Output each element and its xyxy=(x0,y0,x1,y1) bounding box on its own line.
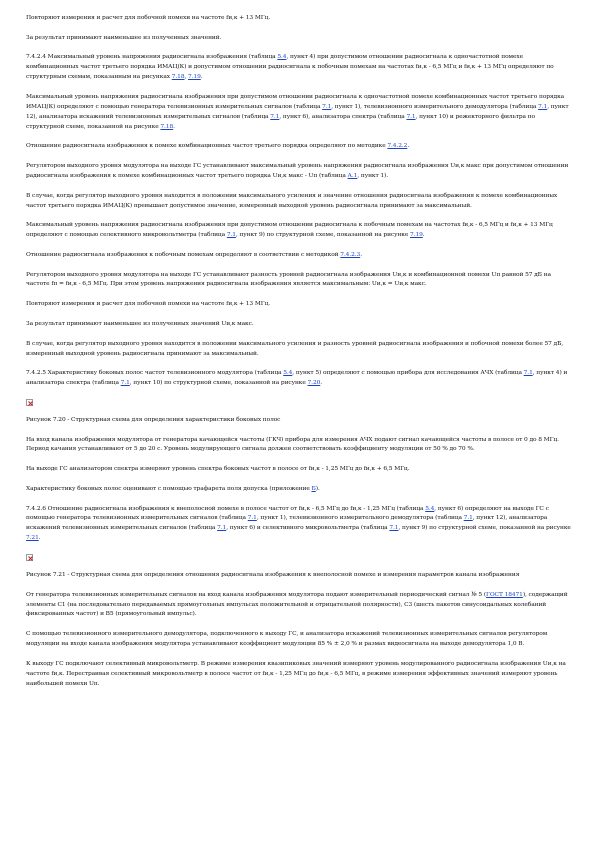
reference-link[interactable]: 7.18 xyxy=(171,74,185,81)
reference-link[interactable]: 7.1 xyxy=(226,232,236,239)
paragraph-text: , пункт 6), анализатора спектра (таблица xyxy=(279,113,407,120)
paragraph xyxy=(26,192,572,212)
reference-link[interactable]: 7.1 xyxy=(322,103,332,110)
reference-link[interactable]: Б xyxy=(311,485,316,492)
paragraph-text: В случае, когда регулятор выходного уровня находится в положении максимального усиления и разность уровней радиосигнала изображения и побочной помехи более 57 дБ, измеренный выходной уровень радиосигнала принимают за максимальный. xyxy=(26,340,564,357)
paragraph xyxy=(26,300,572,310)
paragraph xyxy=(26,505,572,545)
figure-caption xyxy=(26,416,572,426)
paragraph xyxy=(26,465,572,475)
paragraph xyxy=(26,221,572,241)
broken-image-icon xyxy=(26,399,33,406)
paragraph-text: В случае, когда регулятор выходного уровня находится в положении максимального усиления и значение отношения радиосигнала изображения к помехе комбинационных частот третьего порядка ИМАЦ(К) превышает допустимое значение, измеренный выходной уровень радиосигнала принимают за максимальный. xyxy=(26,192,558,209)
paragraph xyxy=(26,660,572,690)
paragraph-text: , пункт 1). xyxy=(357,172,389,179)
paragraph-text: От генератора телевизионных измерительных сигналов на вход канала изображения модулятора подают измерительный периодический сигнал № 5 ( xyxy=(26,591,487,598)
paragraph xyxy=(26,93,572,133)
paragraph-text: , пункт 12), анализатора искажений телевизионных измерительных сигналов (таблица xyxy=(26,103,569,120)
reference-link[interactable]: 7.1 xyxy=(120,380,130,387)
paragraph-text: , пункт 5) определяют с помощью прибора для исследования АЧХ (таблица xyxy=(292,370,524,377)
broken-image-icon xyxy=(26,554,33,561)
reference-link[interactable]: 7.19 xyxy=(188,74,201,81)
paragraph xyxy=(26,34,572,44)
reference-link[interactable]: 7.18 xyxy=(160,123,174,130)
figure-caption xyxy=(26,571,572,581)
paragraph-text: 7.4.2.5 Характеристику боковых полос частот телевизионного модулятора (таблица xyxy=(26,370,284,377)
reference-link[interactable]: 7.1 xyxy=(406,113,416,120)
paragraph-text: Повторяют измерения и расчет для побочной помехи на частоте fи,к + 13 МГц. xyxy=(26,15,271,21)
reference-link[interactable]: 7.4.2.2 xyxy=(387,143,408,150)
reference-link[interactable]: 7.1 xyxy=(538,103,548,110)
paragraph-text: Отношение радиосигнала изображения к помехе комбинационных частот третьего порядка определяют по методике xyxy=(26,143,388,150)
paragraph-text: Регулятором выходного уровня модулятора на выходе ГС устанавливают разность уровней радиосигнала изображения Uи,к и комбинационной помехи Uп равной 57 дБ на частоте fп = fи,к - 6,5 МГц. При этом уровень напряжения радиосигнала изображения является максимальным: Uи,к = Uи,к макс. xyxy=(26,271,551,288)
paragraph-text: , пункт 1), телевизионного измерительного демодулятора (таблица xyxy=(256,515,464,522)
paragraph-text: , пункт 10) и режекторного фильтра по структурной схеме, показанной на рисунке xyxy=(26,113,535,130)
paragraph-text: . xyxy=(422,232,425,239)
reference-link[interactable]: 7.1 xyxy=(523,370,533,377)
paragraph-text: Максимальный уровень напряжения радиосигнала изображения при допустимом отношении радиосигнала к одночастотной помехе комбинационных частот третьего порядка ИМАЦ(К) определяют с помощью генератора телевизионных измерительных сигналов (таблица xyxy=(26,93,565,110)
paragraph-text: , пункт 6) и селективного микровольтметра (таблица xyxy=(226,525,390,532)
paragraph-text: , пункт 6) определяют на выходе ГС с помощью генератора телевизионных измерительных сигналов (таблица xyxy=(26,505,549,522)
reference-link[interactable]: 7.1 xyxy=(217,525,227,532)
paragraph-text: Характеристику боковых полос оценивают с помощью трафарета поля допуска (приложение xyxy=(26,485,312,492)
paragraph-text: , пункт 10) по структурной схеме, показанной на рисунке xyxy=(129,380,308,387)
reference-link[interactable]: 5.4 xyxy=(277,54,287,61)
paragraph-text: . xyxy=(38,535,41,542)
paragraph-text: С помощью телевизионного измерительного демодулятора, подключенного к выходу ГС, и анализатора искажений телевизионных измерительных сигналов регулятором модуляции на входе канала изображения модулятора устанавливают коэффициент модуляции 85 % ± 2,0 % и размах видеосигнала на выходе демодулятора 1,0 В. xyxy=(26,631,548,648)
paragraph-text: , пункт 4) при допустимом отношении радиосигнала к одночастотной помехе комбинационных частот третьего порядка ИМАЦ(К) и допустимом отношении радиосигнала к побочным помехам на частотах fи,к - 6,5 МГц и fи,к + 13 МГц определяют по структурным схемам, показанным на рисунках xyxy=(26,54,554,81)
paragraph-text: . xyxy=(360,251,362,258)
reference-link[interactable]: 7.1 xyxy=(247,515,257,522)
paragraph-text: 7.4.2.4 Максимальный уровень напряжения радиосигнала изображения (таблица xyxy=(26,54,278,61)
paragraph-text: , пункт 1), телевизионного измерительного демодулятора (таблица xyxy=(331,103,539,110)
reference-link[interactable]: 7.1 xyxy=(270,113,280,120)
paragraph-text: , xyxy=(184,74,189,81)
paragraph-text: , пункт 4) и анализатора спектра (таблица xyxy=(26,370,568,387)
paragraph xyxy=(26,53,572,83)
reference-link[interactable]: 7.19 xyxy=(410,232,423,239)
paragraph-text: . xyxy=(320,380,323,387)
paragraph-text: Отношение радиосигнала изображения к побочным помехам определяют в соответствии с методикой xyxy=(26,251,341,258)
reference-link[interactable]: 5.4 xyxy=(283,370,293,377)
paragraph-text: На вход канала изображения модулятора от генератора качающейся частоты (ГКЧ) прибора для измерения АЧХ подают сигнал качающейся частоты в полосе от 0 до 8 МГц. Период качания устанавливают от 5 до 20 с. Уровень модулирующего сигнала должен соответствовать коэффициенту модуляции от 50 % до 70 %. xyxy=(26,436,559,453)
paragraph xyxy=(26,271,572,291)
paragraph xyxy=(26,320,572,330)
paragraph-text: Максимальный уровень напряжения радиосигнала изображения при допустимом отношении радиосигнала к побочным помехам на частотах fи,к - 6,5 МГц и fи,к + 13 МГц определяют с помощью селективного микровольтметра (таблица xyxy=(26,222,553,239)
paragraph xyxy=(26,436,572,456)
reference-link[interactable]: 7.1 xyxy=(389,525,399,532)
paragraph-text: За результат принимают наименьшее из полученных значений. xyxy=(26,34,222,41)
reference-link[interactable]: 5.4 xyxy=(425,505,435,512)
reference-link[interactable]: 7.20 xyxy=(307,380,321,387)
reference-link[interactable]: 7.4.2.3 xyxy=(340,251,361,258)
document-page xyxy=(26,14,572,699)
paragraph xyxy=(26,14,572,24)
paragraph xyxy=(26,251,572,261)
paragraph xyxy=(26,369,572,389)
paragraph-text: . xyxy=(200,74,203,81)
reference-link[interactable]: 7.1 xyxy=(463,515,473,522)
reference-link[interactable]: А.1 xyxy=(347,172,358,179)
reference-link[interactable]: 7.21 xyxy=(26,535,39,542)
paragraph-text: На выходе ГС анализатором спектра измеряют уровень спектра боковых частот в полосе от fи,к - 1,25 МГц до fи,к + 6,5 МГц. xyxy=(26,466,410,473)
paragraph-text: , пункт 12), анализатора искажений телевизионных измерительных сигналов (таблица xyxy=(26,515,548,532)
paragraph-text: За результат принимают наименьшее из полученных значений Uи,к макс. xyxy=(26,320,254,327)
paragraph-text: . xyxy=(407,143,410,150)
paragraph-text: 7.4.2.6 Отношение радиосигнала изображения к внеполосной помехе в полосе частот от fи,к - 6,5 МГц до fи,к - 1,25 МГц (таблица xyxy=(26,505,426,512)
paragraph xyxy=(26,485,572,495)
paragraph-text: , пункт 9) по структурной схеме, показанной на рисунке xyxy=(398,525,571,532)
paragraph-text: ). xyxy=(315,485,320,492)
paragraph xyxy=(26,162,572,182)
paragraph-text: ), содержащий элементы С1 (на последовательно передаваемых прямоугольных импульсах положительной и отрицательной полярности), С3 (шесть пакетов синусоидальных колебаний фиксированных частот) и В5 (прямоугольный импульс). xyxy=(26,591,568,618)
paragraph xyxy=(26,340,572,360)
paragraph xyxy=(26,142,572,152)
paragraph xyxy=(26,591,572,621)
paragraph-text: Рисунок 7.21 - Структурная схема для определения отношения радиосигнала изображения к внеполосной помехе и измерения параметров канала изображения xyxy=(26,571,520,578)
paragraph-text: , пункт 9) по структурной схеме, показанной на рисунке xyxy=(235,232,411,239)
paragraph-text: Рисунок 7.20 - Структурная схема для определения характеристики боковых полос xyxy=(26,416,281,423)
paragraph-text: Регулятором выходного уровня модулятора на выходе ГС устанавливают максимальный уровень напряжения радиосигнала изображения Uи,к макс при допустимом отношении радиосигнала изображения к помехе комбинационных частот третьего порядка Uи,к макс - Uп (таблица xyxy=(26,163,569,179)
reference-link[interactable]: ГОСТ 18471 xyxy=(486,591,523,598)
paragraph-text: . xyxy=(173,123,175,130)
paragraph-text: К выходу ГС подключают селективный микровольтметр. В режиме измерения квазипиковых значений измеряют уровень модулированного радиосигнала изображения Uи,к на частоте fи,к. Перестраивая селективный микровольтметр в полосе частот от fи,к - 1,25 МГц до fи,к - 6,5 МГц, в режиме измерения эффективных значений измеряют уровень наибольшей помехи Uп. xyxy=(26,660,566,687)
paragraph xyxy=(26,630,572,650)
paragraph-text: Повторяют измерения и расчет для побочной помехи на частоте fи,к + 13 МГц. xyxy=(26,301,271,308)
